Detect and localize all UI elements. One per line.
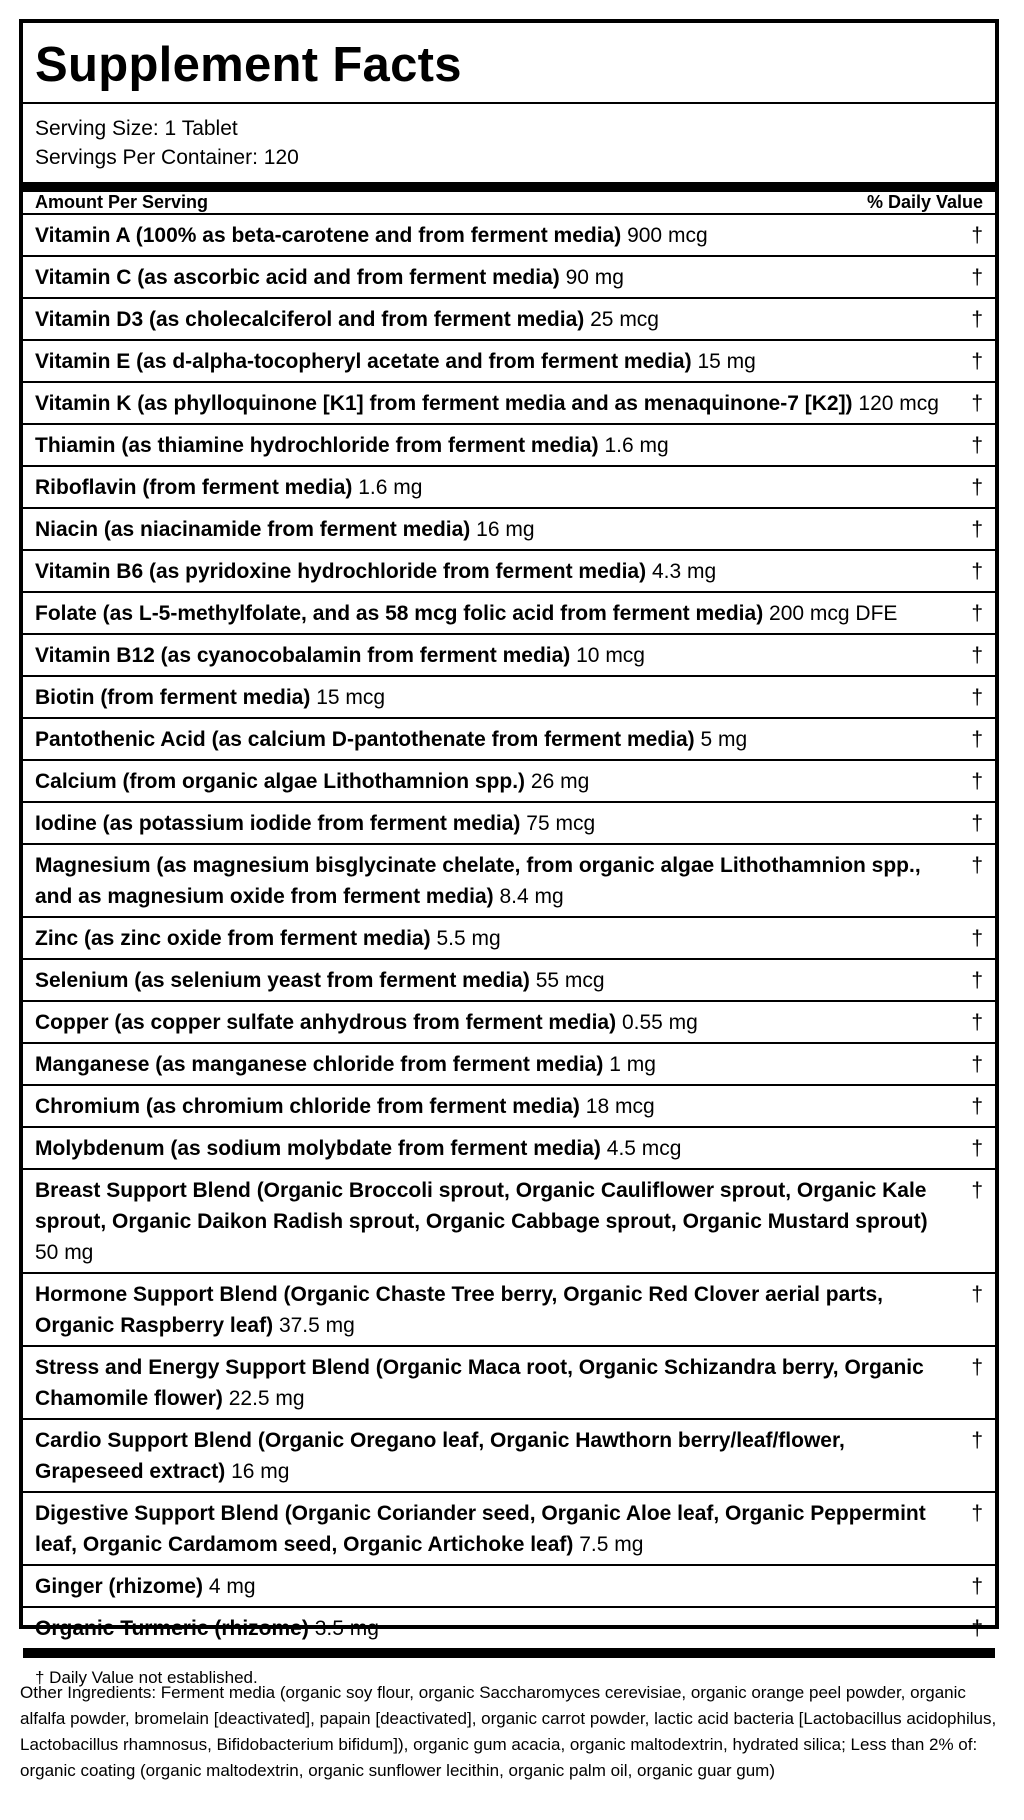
daily-value-dagger: † xyxy=(971,308,983,331)
nutrient-name: Calcium (from organic algae Lithothamnion spp.) xyxy=(35,770,526,793)
nutrient-amount: 1.6 mg xyxy=(604,434,669,457)
daily-value-dagger: † xyxy=(971,812,983,835)
daily-value-dagger: † xyxy=(971,602,983,625)
nutrient-name: Vitamin A (100% as beta-carotene and from ferment media) xyxy=(35,224,622,247)
nutrient-amount: 5.5 mg xyxy=(436,927,501,950)
daily-value-dagger: † xyxy=(971,560,983,583)
nutrient-name: Zinc (as zinc oxide from ferment media) xyxy=(35,927,431,950)
nutrient-text xyxy=(35,1571,272,1602)
daily-value-dagger: † xyxy=(971,927,983,950)
daily-value-dagger: † xyxy=(971,1137,983,1160)
nutrient-text xyxy=(35,556,732,587)
nutrient-amount: 900 mcg xyxy=(627,224,708,247)
nutrient-text xyxy=(35,514,551,545)
thick-divider-bottom xyxy=(23,1648,995,1658)
daily-value-dagger: † xyxy=(971,728,983,751)
nutrient-text xyxy=(35,262,640,293)
nutrient-rows xyxy=(23,215,995,1648)
nutrient-amount: 4.3 mg xyxy=(651,560,717,583)
nutrient-row xyxy=(23,1493,995,1566)
daily-value-dagger: † xyxy=(971,1179,983,1202)
nutrient-name: Vitamin C (as ascorbic acid and from ferment media) xyxy=(35,266,560,289)
nutrient-row xyxy=(23,593,995,635)
nutrient-amount: 37.5 mg xyxy=(278,1314,355,1337)
nutrient-row xyxy=(23,299,995,341)
nutrient-amount: 22.5 mg xyxy=(228,1387,305,1410)
nutrient-name: Hormone Support Blend (Organic Chaste Tree berry, Organic Red Clover aerial parts, Organic Raspberry leaf) xyxy=(35,1283,883,1337)
nutrient-name: Vitamin K (as phylloquinone [K1] from ferment media and as menaquinone-7 [K2]) xyxy=(35,392,853,415)
nutrient-amount: 0.55 mg xyxy=(621,1011,698,1034)
nutrient-amount: 4.5 mcg xyxy=(606,1137,682,1160)
serving-size: Serving Size: 1 Tablet xyxy=(35,117,238,140)
nutrient-text xyxy=(35,1007,714,1038)
nutrient-amount: 1 mg xyxy=(609,1053,656,1076)
nutrient-name: Copper (as copper sulfate anhydrous from ferment media) xyxy=(35,1011,617,1034)
nutrient-row xyxy=(23,1608,995,1648)
daily-value-label: % Daily Value xyxy=(866,192,983,212)
daily-value-dagger: † xyxy=(971,476,983,499)
daily-value-dagger: † xyxy=(971,434,983,457)
nutrient-name: Vitamin E (as d-alpha-tocopheryl acetate and from ferment media) xyxy=(35,350,692,373)
column-header xyxy=(23,192,995,215)
nutrient-amount: 75 mcg xyxy=(526,812,596,835)
nutrient-name: Cardio Support Blend (Organic Oregano leaf, Organic Hawthorn berry/leaf/flower, Grapeseed extract) xyxy=(35,1429,845,1483)
nutrient-row xyxy=(23,257,995,299)
nutrient-amount: 16 mg xyxy=(476,518,535,541)
nutrient-row xyxy=(23,1566,995,1608)
nutrient-name: Vitamin B6 (as pyridoxine hydrochloride from ferment media) xyxy=(35,560,647,583)
nutrient-amount: 4 mg xyxy=(208,1575,256,1598)
nutrient-row xyxy=(23,845,995,918)
daily-value-dagger: † xyxy=(971,224,983,247)
nutrient-row xyxy=(23,1002,995,1044)
nutrient-amount: 15 mcg xyxy=(316,686,386,709)
nutrient-text xyxy=(35,1425,969,1487)
nutrient-text xyxy=(35,472,438,503)
nutrient-text xyxy=(35,808,611,839)
daily-value-dagger: † xyxy=(971,969,983,992)
thick-divider-top xyxy=(23,182,995,192)
nutrient-name: Folate (as L-5-methylfolate, and as 58 mcg folic acid from ferment media) xyxy=(35,602,764,625)
nutrient-row xyxy=(23,960,995,1002)
nutrient-row xyxy=(23,918,995,960)
nutrient-row xyxy=(23,1044,995,1086)
nutrient-amount: 7.5 mg xyxy=(579,1533,644,1556)
nutrient-name: Manganese (as manganese chloride from ferment media) xyxy=(35,1053,604,1076)
nutrient-row xyxy=(23,383,995,425)
daily-value-dagger: † xyxy=(971,686,983,709)
nutrient-amount: 90 mg xyxy=(565,266,624,289)
nutrient-name: Biotin (from ferment media) xyxy=(35,686,311,709)
nutrient-amount: 16 mg xyxy=(231,1460,290,1483)
nutrient-row xyxy=(23,509,995,551)
nutrient-name: Niacin (as niacinamide from ferment media) xyxy=(35,518,471,541)
daily-value-dagger: † xyxy=(971,1617,983,1640)
nutrient-row xyxy=(23,719,995,761)
nutrient-name: Selenium (as selenium yeast from ferment media) xyxy=(35,969,530,992)
nutrient-row xyxy=(23,761,995,803)
nutrient-text xyxy=(35,1613,395,1644)
daily-value-dagger: † xyxy=(971,770,983,793)
nutrient-amount: 26 mg xyxy=(530,770,590,793)
nutrient-text xyxy=(35,923,517,954)
daily-value-dagger: † xyxy=(971,854,983,877)
daily-value-dagger: † xyxy=(971,1095,983,1118)
nutrient-name: Stress and Energy Support Blend (Organic Maca root, Organic Schizandra berry, Organic Chamomile flower) xyxy=(35,1356,924,1410)
nutrient-name: Ginger (rhizome) xyxy=(35,1575,204,1598)
nutrient-text xyxy=(35,1091,671,1122)
nutrient-text xyxy=(35,640,661,671)
daily-value-dagger: † xyxy=(971,1283,983,1306)
nutrient-text xyxy=(35,346,772,377)
daily-value-dagger: † xyxy=(971,350,983,373)
nutrient-row xyxy=(23,467,995,509)
nutrient-row xyxy=(23,1347,995,1420)
serving-info xyxy=(23,104,995,182)
panel-title: Supplement Facts xyxy=(23,23,995,104)
nutrient-name: Vitamin D3 (as cholecalciferol and from ferment media) xyxy=(35,308,585,331)
nutrient-row xyxy=(23,635,995,677)
nutrient-amount: 5 mg xyxy=(700,728,748,751)
nutrient-name: Chromium (as chromium chloride from ferment media) xyxy=(35,1095,580,1118)
nutrient-amount: 3.5 mg xyxy=(314,1617,379,1640)
nutrient-text xyxy=(35,1352,969,1414)
nutrient-amount: 55 mcg xyxy=(535,969,605,992)
servings-per-container: Servings Per Container: 120 xyxy=(35,146,299,169)
supplement-facts-panel xyxy=(19,19,999,1687)
nutrient-row xyxy=(23,341,995,383)
nutrient-text xyxy=(35,1175,969,1268)
nutrient-text xyxy=(35,1049,672,1080)
nutrient-name: Magnesium (as magnesium bisglycinate chelate, from organic algae Lithothamnion spp., and as magnesium oxide from ferment media) xyxy=(35,854,921,908)
daily-value-dagger: † xyxy=(971,266,983,289)
nutrient-row xyxy=(23,1420,995,1493)
nutrient-amount: 200 mcg DFE xyxy=(769,602,898,625)
daily-value-dagger: † xyxy=(971,1011,983,1034)
nutrient-row xyxy=(23,1274,995,1347)
nutrient-text xyxy=(35,850,969,912)
nutrient-text xyxy=(35,682,401,713)
nutrient-text xyxy=(35,430,685,461)
nutrient-name: Riboflavin (from ferment media) xyxy=(35,476,353,499)
nutrient-name: Organic Turmeric (rhizome) xyxy=(35,1617,309,1640)
nutrient-row xyxy=(23,215,995,257)
daily-value-dagger: † xyxy=(971,392,983,415)
nutrient-amount: 25 mcg xyxy=(590,308,659,331)
daily-value-dagger: † xyxy=(971,518,983,541)
nutrient-name: Molybdenum (as sodium molybdate from ferment media) xyxy=(35,1137,601,1160)
daily-value-dagger: † xyxy=(971,1053,983,1076)
daily-value-dagger: † xyxy=(971,1429,983,1452)
nutrient-amount: 120 mcg xyxy=(858,392,939,415)
daily-value-dagger: † xyxy=(971,644,983,667)
other-ingredients: Other Ingredients: Ferment media (organic soy flour, organic Saccharomyces cerevisiae, organic orange peel powder, organic alfalfa powder, bromelain [deactivated], papain [deactivated], organic carrot powder, lactic acid bacteria [Lactobacillus acidophilus, Lactobacillus rhamnosus, Bifidobacterium bifidum]), organic gum acacia, organic maltodextrin, hydrated silica; Less than 2% of: organic coating (organic maltodextrin, organic sunflower lecithin, organic palm oil, organic guar gum) xyxy=(20,1683,997,1780)
nutrient-row xyxy=(23,677,995,719)
nutrient-amount: 1.6 mg xyxy=(358,476,423,499)
nutrient-text xyxy=(35,220,724,251)
nutrient-text xyxy=(35,1279,969,1341)
footnote: † Daily Value not established. xyxy=(35,1668,258,1687)
nutrient-row xyxy=(23,425,995,467)
nutrient-text xyxy=(35,598,913,629)
nutrient-amount: 50 mg xyxy=(35,1241,94,1264)
nutrient-text xyxy=(35,965,621,996)
nutrient-name: Vitamin B12 (as cyanocobalamin from ferment media) xyxy=(35,644,571,667)
daily-value-dagger: † xyxy=(971,1575,983,1598)
nutrient-row xyxy=(23,1170,995,1274)
nutrient-row xyxy=(23,551,995,593)
nutrient-text xyxy=(35,304,675,335)
nutrient-row xyxy=(23,1128,995,1170)
nutrient-name: Thiamin (as thiamine hydrochloride from ferment media) xyxy=(35,434,599,457)
nutrient-name: Pantothenic Acid (as calcium D-pantothenate from ferment media) xyxy=(35,728,695,751)
nutrient-text xyxy=(35,766,605,797)
nutrient-text xyxy=(35,388,955,419)
daily-value-dagger: † xyxy=(971,1502,983,1525)
daily-value-dagger: † xyxy=(971,1356,983,1379)
nutrient-amount: 15 mg xyxy=(697,350,756,373)
nutrient-text xyxy=(35,1133,697,1164)
nutrient-name: Breast Support Blend (Organic Broccoli sprout, Organic Cauliflower sprout, Organic Kale sprout, Organic Daikon Radish sprout, Organic Cabbage sprout, Organic Mustard sprout) xyxy=(35,1179,928,1233)
nutrient-name: Iodine (as potassium iodide from ferment media) xyxy=(35,812,521,835)
nutrient-row xyxy=(23,803,995,845)
nutrient-text xyxy=(35,1498,969,1560)
nutrient-name: Digestive Support Blend (Organic Coriander seed, Organic Aloe leaf, Organic Peppermint leaf, Organic Cardamom seed, Organic Artichoke leaf) xyxy=(35,1502,926,1556)
amount-per-serving-label: Amount Per Serving xyxy=(35,192,209,212)
nutrient-amount: 10 mcg xyxy=(576,644,645,667)
nutrient-amount: 18 mcg xyxy=(585,1095,655,1118)
nutrient-row xyxy=(23,1086,995,1128)
nutrient-amount: 8.4 mg xyxy=(499,885,564,908)
nutrient-text xyxy=(35,724,763,755)
